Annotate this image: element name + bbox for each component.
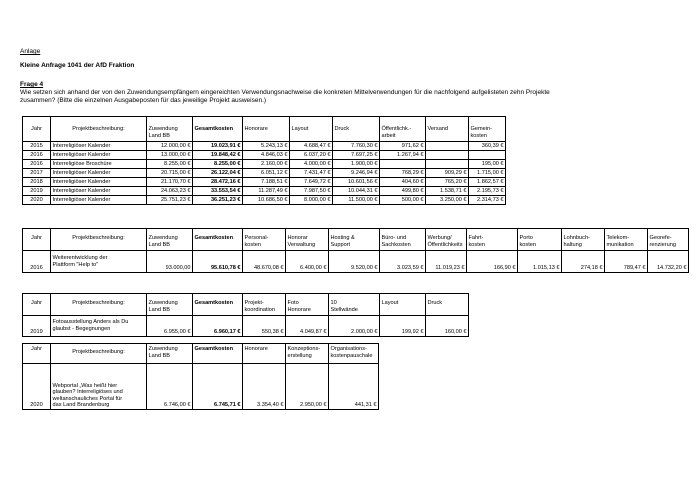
cell-projekt: Fotoausstellung Anders als Du glaubst - Begegnungen [51, 316, 147, 337]
cell-oeff: 499,80 € [380, 187, 426, 196]
cell-jahr: 2020 [23, 196, 51, 205]
cell-hosting: 9.520,00 € [329, 251, 380, 273]
cell-jahr: 2016 [23, 160, 51, 169]
cell-jahr: 2016 [23, 151, 51, 160]
cell-werbung: 11.019,23 € [426, 251, 467, 273]
header-lohnbuchhaltung: Lohnbuch- haltung [562, 229, 605, 251]
cell-lohnbuchhaltung: 274,18 € [562, 251, 605, 273]
header-telekommunikation: Telekom- munikation [605, 229, 648, 251]
question-line-2: zusammen? (Bitte die einzelnen Ausgabeposten für das jeweilige Projekt ausweisen.) [20, 97, 267, 104]
header-jahr: Jahr [23, 294, 51, 316]
cell-ges: 33.553,54 € [193, 187, 243, 196]
header-oeffentlichkeitsarbeit: Öffentlichk.- arbeit [380, 117, 426, 142]
cell-ges: 26.122,04 € [193, 169, 243, 178]
table-web-portal [22, 343, 379, 410]
header-layout: Layout [290, 117, 333, 142]
cell-oeff: 500,00 € [380, 196, 426, 205]
header-fahrtkosten: Fahrt- kosten [467, 229, 518, 251]
cell-proj: Interreligiöser Kalender [51, 151, 147, 160]
cell-organisationskosten: 441,31 € [329, 364, 379, 410]
cell-gesamtkosten: 6.745,71 € [193, 364, 243, 410]
header-gemeinkosten: Gemein- kosten [469, 117, 506, 142]
cell-proj: Interreligiöser Kalender [51, 187, 147, 196]
cell-gem: 195,00 € [469, 160, 506, 169]
cell-projekt: Weiterentwicklung der Plattform "Help to" [51, 251, 147, 273]
cell-versand: 1.538,71 € [426, 187, 469, 196]
header-jahr: Jahr [23, 344, 51, 364]
header-gesamtkosten: Gesamtkosten [193, 229, 243, 251]
cell-layout: 7.649,72 € [290, 178, 333, 187]
cell-honorar-verwaltung: 6.400,00 € [286, 251, 329, 273]
header-jahr: Jahr [23, 229, 51, 251]
cell-jahr: 2018 [23, 178, 51, 187]
cell-layout: 8.000,00 € [290, 196, 333, 205]
cell-layout: 7.987,50 € [290, 187, 333, 196]
header-portokosten: Porto kosten [518, 229, 562, 251]
header-personalkosten: Personal- kosten [243, 229, 286, 251]
cell-druck: 10.601,56 € [333, 178, 380, 187]
cell-layout: 4.688,47 € [290, 142, 333, 151]
header-versand: Versand [426, 117, 469, 142]
cell-hon: 10.686,50 € [243, 196, 290, 205]
cell-ges: 8.255,00 € [193, 160, 243, 169]
cell-zuw: 20.715,00 € [147, 169, 193, 178]
header-gesamtkosten: Gesamtkosten [193, 344, 243, 364]
header-werbung: Werbung/ Öffentlichkeits [426, 229, 467, 251]
cell-layout: 6.037,20 € [290, 151, 333, 160]
cell-hon: 6.051,12 € [243, 169, 290, 178]
header-projekt: Projektbeschreibung: [51, 229, 147, 251]
table-row [23, 316, 469, 337]
cell-hon: 4.846,03 € [243, 151, 290, 160]
header-konzeptionserstellung: Konzeptions- erstellung [286, 344, 329, 364]
cell-versand: 3.250,00 € [426, 196, 469, 205]
cell-layout: 199,92 € [380, 316, 426, 337]
cell-gesamtkosten: 95.610,78 € [193, 251, 243, 273]
cell-jahr: 2019 [23, 187, 51, 196]
cell-zuw: 21.170,70 € [147, 178, 193, 187]
table-row [23, 178, 506, 187]
header-druck: Druck [333, 117, 380, 142]
header-zuwendung: Zuwendung Land BB [147, 294, 193, 316]
cell-oeff: 1.267,94 € [380, 151, 426, 160]
cell-stellwaende: 2.000,00 € [329, 316, 380, 337]
table-header [23, 294, 469, 316]
cell-gem: 2.195,73 € [469, 187, 506, 196]
cell-hon: 11.287,49 € [243, 187, 290, 196]
cell-zuwendung: 6.955,00 € [147, 316, 193, 337]
header-georeferenzierung: Georefe- renzierung [648, 229, 689, 251]
cell-hon: 2.160,00 € [243, 160, 290, 169]
cell-zuw: 8.255,00 € [147, 160, 193, 169]
cell-hon: 5.243,13 € [243, 142, 290, 151]
cell-zuw: 12.000,00 € [147, 142, 193, 151]
cell-buero-sachkosten: 3.023,59 € [380, 251, 426, 273]
table-header [23, 117, 506, 142]
cell-gem: 360,39 € [469, 142, 506, 151]
header-projekt: Projektbeschreibung: [51, 294, 147, 316]
table-row [23, 151, 506, 160]
table-photo-exhibition [22, 293, 469, 337]
header-honorare: Honorare [243, 344, 286, 364]
cell-gem: 1.715,00 € [469, 169, 506, 178]
cell-druck: 7.760,30 € [333, 142, 380, 151]
cell-versand [426, 142, 469, 151]
cell-jahr: 2015 [23, 142, 51, 151]
cell-ges: 28.472,16 € [193, 178, 243, 187]
table-row [23, 251, 689, 273]
cell-proj: Interreligiöser Kalender [51, 142, 147, 151]
header-jahr: Jahr [23, 117, 51, 142]
cell-gem: 2.314,73 € [469, 196, 506, 205]
header-honorar-verwaltung: Honorar Verwaltung [286, 229, 329, 251]
cell-druck: 9.246,94 € [333, 169, 380, 178]
header-zuwendung: Zuwendung Land BB [147, 117, 193, 142]
cell-ges: 19.848,42 € [193, 151, 243, 160]
cell-druck: 1.900,00 € [333, 160, 380, 169]
cell-druck: 11.500,00 € [333, 196, 380, 205]
cell-konzeptionserstellung: 2.950,00 € [286, 364, 329, 410]
cell-druck: 160,00 € [426, 316, 469, 337]
cell-druck: 10.044,31 € [333, 187, 380, 196]
cell-proj: Interreligiöse Broschüre [51, 160, 147, 169]
table-row [23, 160, 506, 169]
cell-zuwendung: 6.746,00 € [147, 364, 193, 410]
cell-proj: Interreligiöser Kalender [51, 169, 147, 178]
header-projekt: Projektbeschreibung: [51, 344, 147, 364]
cell-zuw: 25.751,23 € [147, 196, 193, 205]
table-row [23, 364, 379, 410]
question-line-1: Wie setzen sich anhand der von den Zuwendungsempfängern eingereichten Verwendungsnachweise die konkreten Mittelverwendungen für die nachfolgend aufgelisteten zehn Projekte [20, 89, 550, 96]
cell-versand [426, 151, 469, 160]
table-row [23, 169, 506, 178]
header-projektkoordination: Projekt- koordination [243, 294, 286, 316]
cell-layout: 7.431,47 € [290, 169, 333, 178]
cell-honorare: 3.354,40 € [243, 364, 286, 410]
header-projekt: Projektbeschreibung: [51, 117, 147, 142]
cell-oeff: 404,60 € [380, 178, 426, 187]
cell-gem [469, 151, 506, 160]
cell-oeff: 768,29 € [380, 169, 426, 178]
header-stellwaende: 10 Stellwände [329, 294, 380, 316]
header-druck: Druck [426, 294, 469, 316]
cell-gem: 1.862,57 € [469, 178, 506, 187]
cell-zuwendung: 93.000,00 [147, 251, 193, 273]
header-zuwendung: Zuwendung Land BB [147, 229, 193, 251]
cell-georeferenzierung: 14.732,20 € [648, 251, 689, 273]
cell-telekommunikation: 789,47 € [605, 251, 648, 273]
cell-zuw: 24.063,23 € [147, 187, 193, 196]
table-calendar-projects [22, 116, 506, 205]
cell-jahr: 2017 [23, 169, 51, 178]
header-organisationskosten: Organisations- kostenpauschale [329, 344, 379, 364]
cell-jahr: 2016 [23, 251, 51, 273]
table-row [23, 142, 506, 151]
cell-proj: Interreligiöser Kalender [51, 178, 147, 187]
cell-versand: 765,20 € [426, 178, 469, 187]
cell-oeff: 971,62 € [380, 142, 426, 151]
anlage-label: Anlage [20, 48, 41, 55]
header-honorare: Honorare [243, 117, 290, 142]
cell-foto-honorare: 4.049,87 € [286, 316, 329, 337]
cell-projektkoordination: 550,38 € [243, 316, 286, 337]
cell-proj: Interreligiöser Kalender [51, 196, 147, 205]
cell-projekt: Webportal „Was heißt hier glauben? Interreligiöses und weltanschauliches Portal für das Land Brandenburg [51, 364, 147, 410]
cell-gesamtkosten: 6.960,17 € [193, 316, 243, 337]
header-foto-honorare: Foto Honorare [286, 294, 329, 316]
cell-layout: 4.000,00 € [290, 160, 333, 169]
table-row [23, 187, 506, 196]
cell-oeff [380, 160, 426, 169]
header-hosting: Hosting & Support [329, 229, 380, 251]
cell-zuw: 13.000,00 € [147, 151, 193, 160]
table-header [23, 344, 379, 364]
cell-hon: 7.188,51 € [243, 178, 290, 187]
header-gesamtkosten: Gesamtkosten [193, 294, 243, 316]
header-zuwendung: Zuwendung Land BB [147, 344, 193, 364]
table-row [23, 196, 506, 205]
cell-portokosten: 1.015,13 € [518, 251, 562, 273]
table-help-to-platform [22, 228, 689, 273]
cell-jahr: 2019 [23, 316, 51, 337]
header-layout: Layout [380, 294, 426, 316]
cell-versand: 909,29 € [426, 169, 469, 178]
header-gesamtkosten: Gesamtkosten [193, 117, 243, 142]
cell-versand [426, 160, 469, 169]
cell-personalkosten: 48.670,08 € [243, 251, 286, 273]
cell-fahrtkosten: 166,90 € [467, 251, 518, 273]
cell-jahr: 2020 [23, 364, 51, 410]
cell-druck: 7.697,25 € [333, 151, 380, 160]
question-heading: Frage 4 [20, 81, 44, 88]
cell-ges: 36.251,23 € [193, 196, 243, 205]
cell-ges: 19.023,91 € [193, 142, 243, 151]
header-buero-sachkosten: Büro- und Sachkosten [380, 229, 426, 251]
table-header [23, 229, 689, 251]
page-title: Kleine Anfrage 1041 der AfD Fraktion [20, 62, 135, 69]
